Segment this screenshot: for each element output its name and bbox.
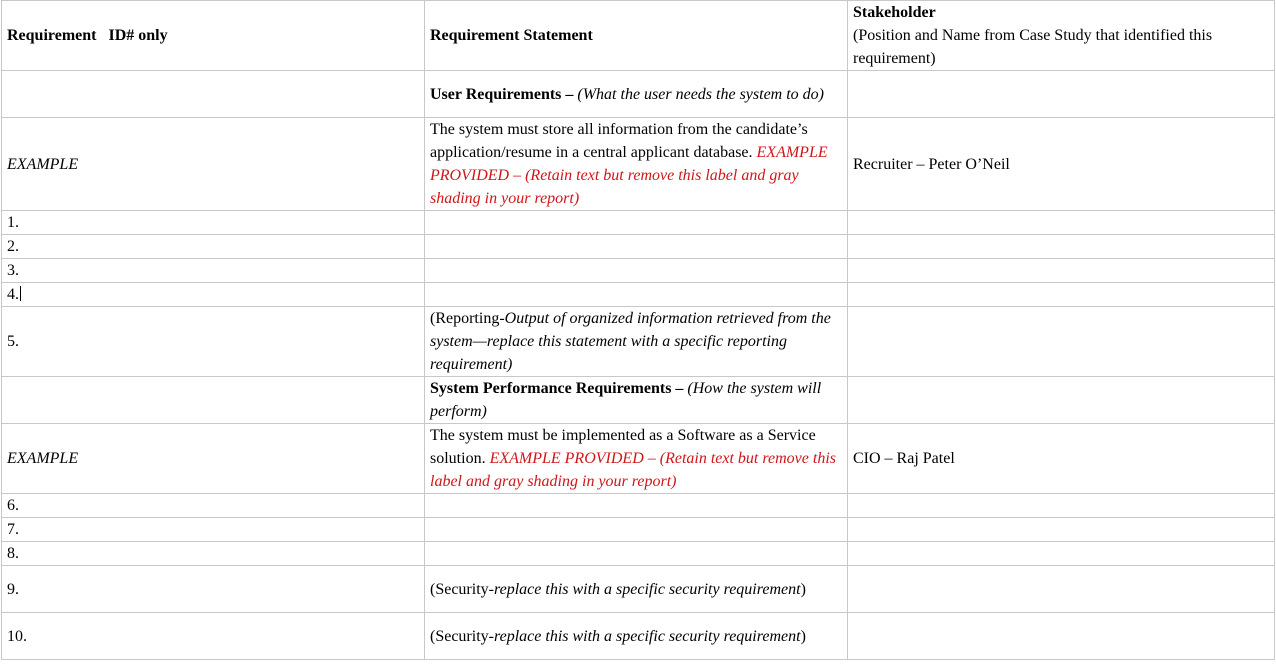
table-row xyxy=(2,566,1275,613)
table-cell[interactable] xyxy=(848,518,1275,542)
header-requirement-statement[interactable] xyxy=(425,1,848,71)
table-row xyxy=(2,259,1275,283)
security-statement-cell[interactable] xyxy=(425,566,848,613)
example-row-2 xyxy=(2,424,1275,494)
header-statement-text: Requirement Statement xyxy=(430,27,593,44)
row-id: 4. xyxy=(7,286,19,303)
row-id-cell[interactable] xyxy=(2,613,425,660)
example-stakeholder-cell[interactable] xyxy=(848,118,1275,211)
table-cell[interactable] xyxy=(848,235,1275,259)
table-cell[interactable] xyxy=(848,613,1275,660)
row-id: 9. xyxy=(7,580,19,598)
table-cell[interactable] xyxy=(425,283,848,307)
row-id: 8. xyxy=(7,545,19,562)
header-stakeholder-subtitle: (Position and Name from Case Study that identified this requirement) xyxy=(853,27,1213,67)
section-title: User Requirements – xyxy=(430,85,578,103)
row-id: 1. xyxy=(7,214,19,231)
row-id-cell[interactable] xyxy=(2,307,425,377)
section-row-performance xyxy=(2,377,1275,424)
table-cell[interactable] xyxy=(848,259,1275,283)
statement-text: replace this with a specific security requirement xyxy=(493,627,801,645)
row-id: 5. xyxy=(7,333,19,350)
example-id-cell[interactable] xyxy=(2,118,425,211)
text-cursor xyxy=(20,286,21,301)
table-cell[interactable] xyxy=(848,494,1275,518)
section-note: (What the user needs the system to do) xyxy=(577,85,824,103)
example-label: EXAMPLE PROVIDED – (Retain text but remove this label and gray shading in your report) xyxy=(430,144,828,207)
row-id-cell[interactable] xyxy=(2,211,425,235)
row-id-cell[interactable] xyxy=(2,566,425,613)
table-cell[interactable] xyxy=(425,542,848,566)
table-row xyxy=(2,211,1275,235)
table-cell[interactable] xyxy=(848,283,1275,307)
table-cell[interactable] xyxy=(425,235,848,259)
table-row xyxy=(2,518,1275,542)
header-requirement-id[interactable] xyxy=(2,1,425,71)
header-stakeholder-title: Stakeholder xyxy=(853,4,936,21)
requirements-table xyxy=(1,0,1275,660)
user-requirements-heading[interactable] xyxy=(425,71,848,118)
section-note: (How the system will perform) xyxy=(430,380,822,420)
header-stakeholder[interactable] xyxy=(848,1,1275,71)
example-stakeholder: Recruiter – Peter O’Neil xyxy=(853,155,1010,173)
example-id: EXAMPLE xyxy=(7,155,79,173)
statement-prefix: (Security- xyxy=(430,627,494,645)
row-id: 6. xyxy=(7,497,19,514)
table-cell[interactable] xyxy=(2,377,425,424)
table-row xyxy=(2,613,1275,660)
security-statement-cell[interactable] xyxy=(425,613,848,660)
row-id-cell[interactable] xyxy=(2,235,425,259)
example-statement: The system must be implemented as a Software as a Service solution. xyxy=(430,427,816,467)
example-row-1 xyxy=(2,118,1275,211)
row-id-cell[interactable] xyxy=(2,283,425,307)
example-statement-cell[interactable] xyxy=(425,118,848,211)
section-title: System Performance Requirements – xyxy=(430,380,688,397)
section-row-user xyxy=(2,71,1275,118)
statement-text: replace this with a specific security requirement xyxy=(493,580,801,598)
table-cell[interactable] xyxy=(2,71,425,118)
header-id-text: Requirement ID# only xyxy=(7,27,168,44)
statement-suffix: ) xyxy=(800,580,806,598)
table-cell[interactable] xyxy=(848,542,1275,566)
statement-suffix: ) xyxy=(800,627,806,645)
row-id: 3. xyxy=(7,262,19,279)
statement-prefix: (Security- xyxy=(430,580,494,598)
table-row xyxy=(2,542,1275,566)
row-id-cell[interactable] xyxy=(2,494,425,518)
row-id-cell[interactable] xyxy=(2,259,425,283)
example-stakeholder-cell[interactable] xyxy=(848,424,1275,494)
row-id-cell[interactable] xyxy=(2,542,425,566)
example-id: EXAMPLE xyxy=(7,450,79,467)
reporting-statement-cell[interactable] xyxy=(425,307,848,377)
table-cell[interactable] xyxy=(848,71,1275,118)
table-cell[interactable] xyxy=(425,494,848,518)
table-cell[interactable] xyxy=(425,259,848,283)
table-row xyxy=(2,235,1275,259)
performance-requirements-heading[interactable] xyxy=(425,377,848,424)
table-cell[interactable] xyxy=(848,566,1275,613)
example-label: EXAMPLE PROVIDED – (Retain text but remove this label and gray shading in your report) xyxy=(430,450,836,490)
table-cell[interactable] xyxy=(848,211,1275,235)
header-row xyxy=(2,1,1275,71)
example-statement: The system must store all information from the candidate’s application/resume in a central applicant database. xyxy=(430,121,808,161)
table-cell[interactable] xyxy=(425,211,848,235)
row-id: 2. xyxy=(7,238,19,255)
table-cell[interactable] xyxy=(848,307,1275,377)
table-cell[interactable] xyxy=(425,518,848,542)
statement-text: Output of organized information retrieved from the system—replace this statement with a specific reporting requirement) xyxy=(430,310,831,373)
row-id: 10. xyxy=(7,627,27,645)
table-row xyxy=(2,283,1275,307)
example-statement-cell[interactable] xyxy=(425,424,848,494)
row-id-cell[interactable] xyxy=(2,518,425,542)
statement-prefix: (Reporting- xyxy=(430,310,505,327)
table-row xyxy=(2,494,1275,518)
example-id-cell[interactable] xyxy=(2,424,425,494)
table-cell[interactable] xyxy=(848,377,1275,424)
row-id: 7. xyxy=(7,521,19,538)
example-stakeholder: CIO – Raj Patel xyxy=(853,450,955,467)
table-row xyxy=(2,307,1275,377)
